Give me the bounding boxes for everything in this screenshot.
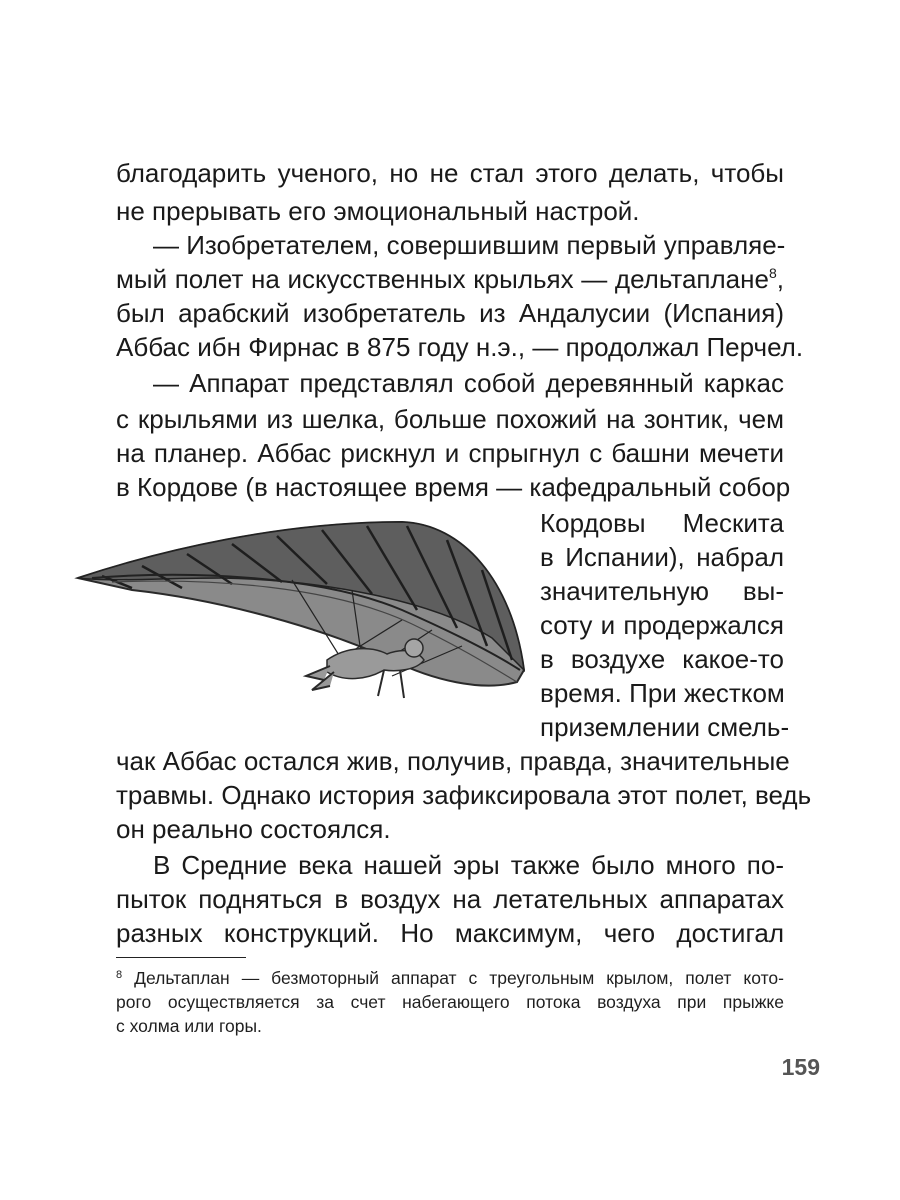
body-line: — Изобретателем, совершившим первый управляе- — [153, 230, 786, 260]
body-line: не прерывать его эмоциональный настрой. — [116, 196, 640, 226]
footnote-divider — [116, 957, 246, 958]
footnote-line: $^8$ Дельтаплан — безмоторный аппарат с треугольным крылом, полет кото- — [116, 968, 784, 988]
body-line-wrapped: значительную вы- — [540, 576, 784, 606]
body-line: чак Аббас остался жив, получив, правда, значительные — [116, 746, 790, 776]
body-line-wrapped: соту и продержался — [540, 610, 784, 640]
body-line: — Аппарат представлял собой деревянный каркас — [153, 368, 784, 398]
footnote-ref: 8 — [768, 265, 777, 281]
footnote-marker: 8 — [116, 969, 123, 981]
body-line: с крыльями из шелка, больше похожий на зонтик, чем — [116, 404, 784, 434]
body-line: мый полет на искусственных крыльях — дельтаплане$^8$, — [116, 264, 784, 294]
body-line: благодарить ученого, но не стал этого делать, чтобы — [116, 158, 784, 188]
body-line-wrapped: Кордовы Мескита — [540, 508, 784, 538]
footnote-line: рого осуществляется за счет набегающего потока воздуха при прыжке — [116, 992, 784, 1012]
glider-illustration — [72, 520, 532, 740]
body-line-wrapped: в воздухе какое-то — [540, 644, 784, 674]
body-line: Аббас ибн Фирнас в 875 году н.э., — продолжал Перчел. — [116, 332, 804, 362]
body-line: в Кордове (в настоящее время — кафедральный собор — [116, 472, 791, 502]
body-line: на планер. Аббас рискнул и спрыгнул с башни мечети — [116, 438, 784, 468]
footnote-line: с холма или горы. — [116, 1016, 262, 1036]
body-line: В Средние века нашей эры также было много по- — [153, 850, 784, 880]
body-line-wrapped: время. При жестком — [540, 678, 785, 708]
page-number: 159 — [781, 1054, 820, 1080]
body-line-wrapped: приземлении смель- — [540, 712, 790, 742]
body-line: был арабский изобретатель из Андалусии (Испания) — [116, 298, 784, 328]
body-line: травмы. Однако история зафиксировала этот полет, ведь — [116, 780, 812, 810]
body-line-wrapped: в Испании), набрал — [540, 542, 784, 572]
body-line: разных конструкций. Но максимум, чего достигал — [116, 918, 784, 948]
body-line: он реально состоялся. — [116, 814, 391, 844]
body-line: пыток подняться в воздух на летательных аппаратах — [116, 884, 784, 914]
